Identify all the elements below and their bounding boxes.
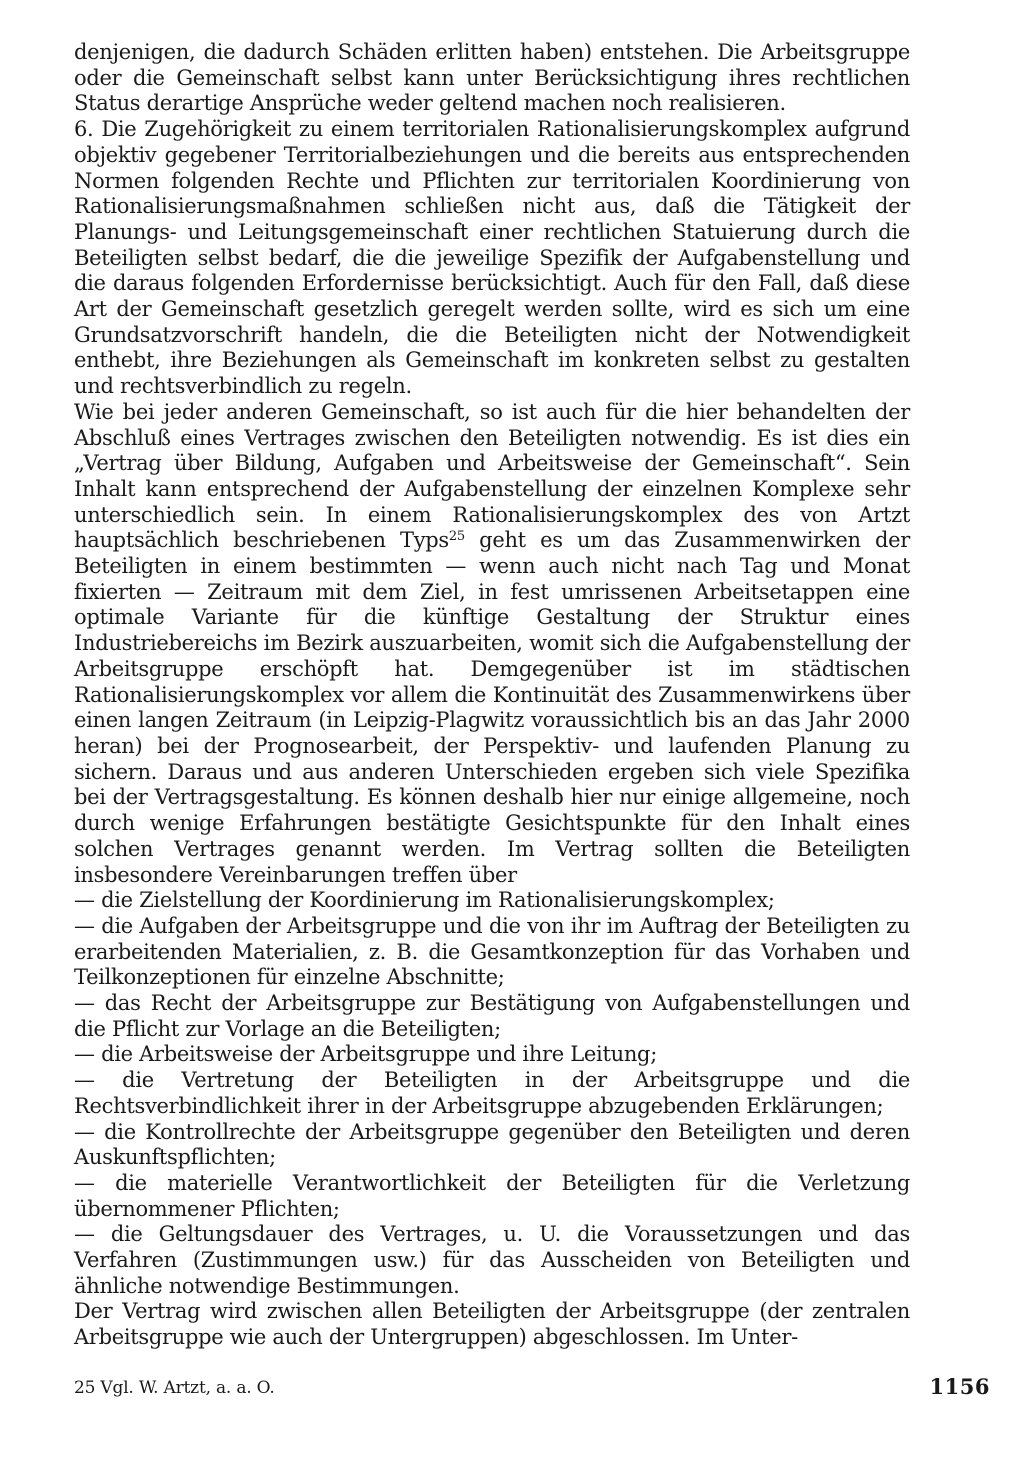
page-body: [74, 40, 910, 1351]
list-item: — die Kontrollrechte der Arbeitsgruppe gegenüber den Beteiligten und deren Auskunftspflichten;: [74, 1119, 910, 1170]
list-item: — die Arbeitsweise der Arbeitsgruppe und ihre Leitung;: [74, 1042, 657, 1067]
agreement-list: [74, 888, 910, 1299]
footnote-reference: 25: [448, 529, 465, 545]
paragraph-contract-text-after-ref: geht es um das Zusammenwirken der Beteiligten in einem bestimmten — wenn auch nicht nach Tag und Monat fixierten — Zeitraum mit dem Ziel, in fest umrissenen Arbeitsetappen eine optimale Variante für die künftige Gestaltung der Struktur eines Industriebereichs im Bezirk auszuarbeiten, womit sich die Aufgabenstellung der Arbeitsgruppe erschöpft hat. Demgegenüber ist im städtischen Rationalisierungskomplex vor allem die Kontinuität des Zusammenwirkens über einen langen Zeitraum (in Leipzig-Plagwitz voraussichtlich bis an das Jahr 2000 heran) bei der Prognosearbeit, der Perspektiv- und laufenden Planung zu sichern. Daraus und aus anderen Unterschieden ergeben sich viele Spezifika bei der Vertragsgestaltung. Es können deshalb hier nur einige allgemeine, noch durch wenige Erfahrungen bestätigte Gesichtspunkte für den Inhalt eines solchen Vertrages genannt werden. Im Vertrag sollten die Beteiligten insbesondere Vereinbarungen treffen über: [74, 528, 911, 887]
page-number: 1156: [929, 1374, 990, 1399]
paragraph-section-6: 6. Die Zugehörigkeit zu einem territorialen Rationalisierungskomplex aufgrund objektiv gegebener Territorialbeziehungen und die bereits aus entsprechenden Normen folgenden Rechte und Pflichten zur territorialen Koordinierung von Rationalisierungsmaßnahmen schließen nicht aus, daß die Tätigkeit der Planungs- und Leitungsgemeinschaft einer rechtlichen Statuierung durch die Beteiligten selbst bedarf, die die jeweilige Spezifik der Aufgabenstellung und die daraus folgenden Erfordernisse berücksichtigt. Auch für den Fall, daß diese Art der Gemeinschaft gesetzlich geregelt werden sollte, wird es sich um eine Grundsatzvorschrift handeln, die die Beteiligten nicht der Notwendigkeit enthebt, ihre Beziehungen als Gemeinschaft im konkreten selbst zu gestalten und rechtsverbindlich zu regeln.: [74, 117, 910, 399]
list-item: — die Geltungsdauer des Vertrages, u. U. die Voraussetzungen und das Verfahren (Zustimmungen usw.) für das Ausscheiden von Beteiligten und ähnliche notwendige Bestimmungen.: [74, 1222, 910, 1298]
paragraph-contract-text-before-ref: Wie bei jeder anderen Gemeinschaft, so ist auch für die hier behandelten der Abschluß eines Vertrages zwischen den Beteiligten notwendig. Es ist dies ein „Vertrag über Bildung, Aufgaben und Arbeitsweise der Gemeinschaft“. Sein Inhalt kann entsprechend der Aufgabenstellung der einzelnen Komplexe sehr unterschiedlich sein. In einem Rationalisierungskomplex des von Artzt hauptsächlich beschriebenen Typs: [74, 399, 910, 553]
paragraph-contract: [74, 400, 910, 888]
paragraph-continuation: denjenigen, die dadurch Schäden erlitten haben) entstehen. Die Arbeitsgruppe oder die Gemeinschaft selbst kann unter Berücksichtigung ihres rechtlichen Status derartige Ansprüche weder geltend machen noch realisieren.: [74, 40, 910, 116]
list-item: — die Zielstellung der Koordinierung im Rationalisierungskomplex;: [74, 888, 775, 913]
list-item: — das Recht der Arbeitsgruppe zur Bestätigung von Aufgabenstellungen und die Pflicht zur Vorlage an die Beteiligten;: [74, 991, 910, 1041]
list-item: — die Vertretung der Beteiligten in der Arbeitsgruppe und die Rechtsverbindlichkeit ihrer in der Arbeitsgruppe abzugebenden Erklärungen;: [74, 1068, 910, 1118]
paragraph-closing: Der Vertrag wird zwischen allen Beteiligten der Arbeitsgruppe (der zentralen Arbeitsgruppe wie auch der Untergruppen) abgeschlossen. Im Unter-: [74, 1299, 910, 1350]
list-item: — die materielle Verantwortlichkeit der Beteiligten für die Verletzung übernommener Pflichten;: [74, 1170, 910, 1221]
list-item: — die Aufgaben der Arbeitsgruppe und die von ihr im Auftrag der Beteiligten zu erarbeitenden Materialien, z. B. die Gesamtkonzeption für das Vorhaben und Teilkonzeptionen für einzelne Abschnitte;: [74, 913, 910, 990]
footnote: 25 Vgl. W. Artzt, a. a. O.: [74, 1378, 275, 1398]
